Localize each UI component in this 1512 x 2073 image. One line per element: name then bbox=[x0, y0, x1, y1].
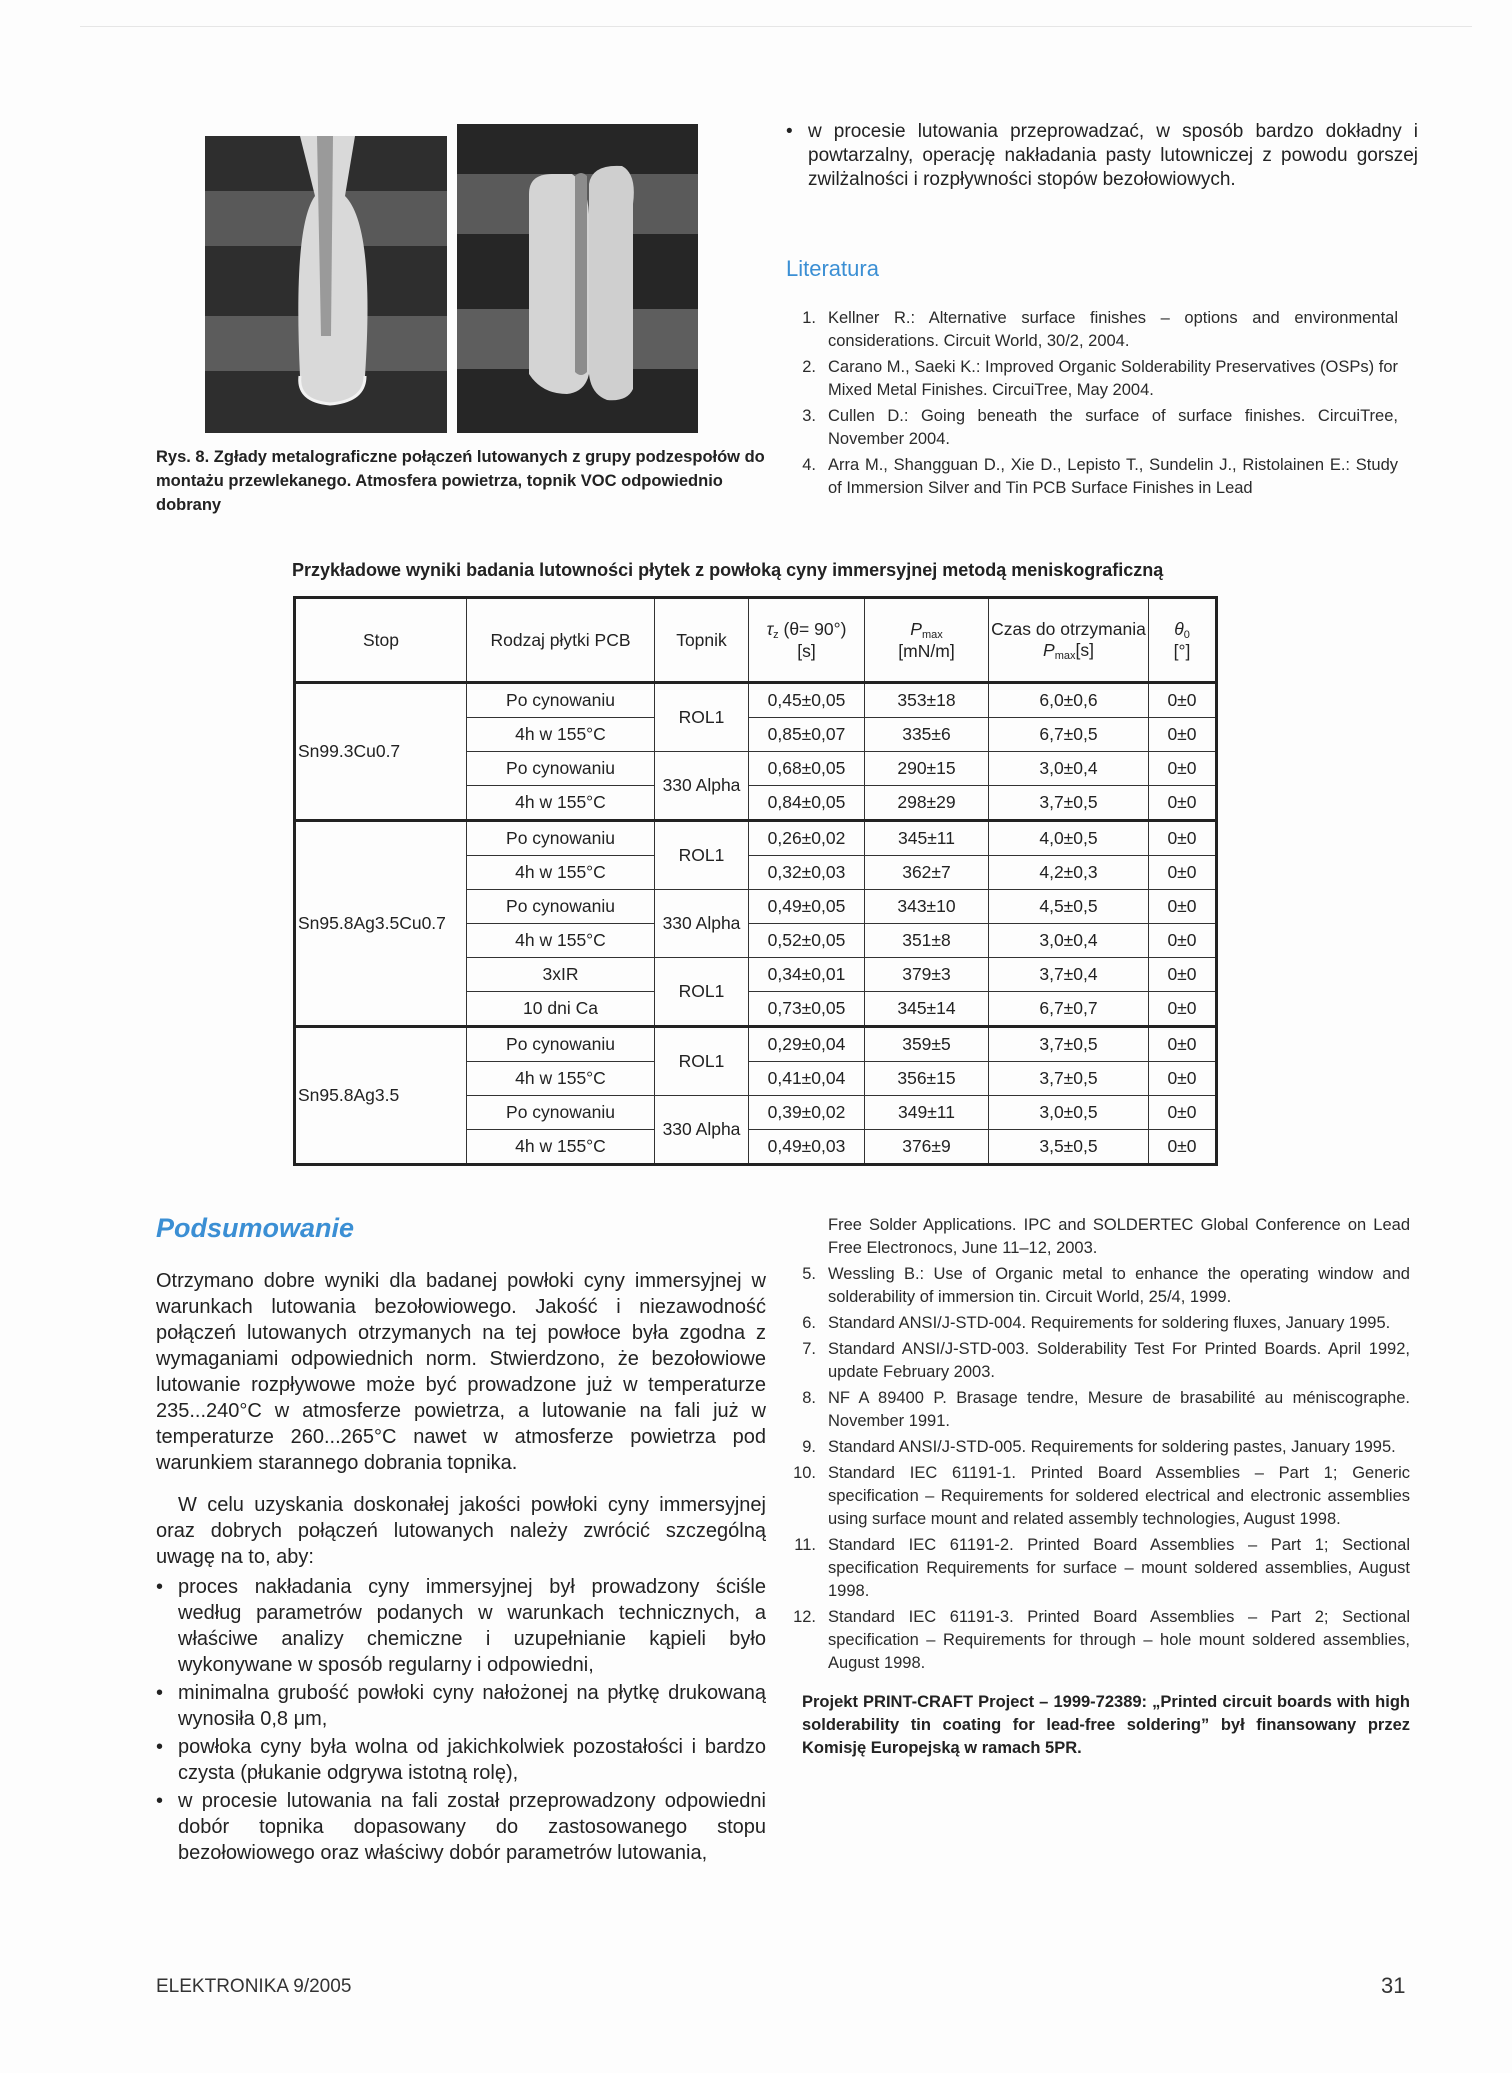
theta-cell: 0±0 bbox=[1149, 992, 1217, 1027]
theta-cell: 0±0 bbox=[1149, 1130, 1217, 1165]
rodzaj-cell: 10 dni Ca bbox=[467, 992, 655, 1027]
table-row bbox=[295, 683, 1217, 718]
czas-cell: 3,7±0,4 bbox=[989, 958, 1149, 992]
pmax-cell: 343±10 bbox=[865, 890, 989, 924]
tz-cell: 0,39±0,02 bbox=[749, 1096, 865, 1130]
czas-cell: 3,0±0,5 bbox=[989, 1096, 1149, 1130]
stop-cell: Sn95.8Ag3.5 bbox=[295, 1027, 467, 1165]
reference-item: 11. Standard IEC 61191-2. Printed Board Assemblies – Part 1; Sectional specification Requirements for surface – mount soldered assemblies, August 1998. bbox=[794, 1536, 1410, 1600]
topnik-cell: ROL1 bbox=[655, 1027, 749, 1096]
czas-cell: 4,2±0,3 bbox=[989, 856, 1149, 890]
pmax-cell: 359±5 bbox=[865, 1027, 989, 1062]
reference-item: 7. Standard ANSI/J-STD-003. Solderability Test For Printed Boards. April 1992, update February 2003. bbox=[802, 1340, 1410, 1381]
rodzaj-cell: 4h w 155°C bbox=[467, 718, 655, 752]
stop-cell: Sn99.3Cu0.7 bbox=[295, 683, 467, 821]
summary-bullet: • powłoka cyny była wolna od jakichkolwiek pozostałości i bardzo czysta (płukanie odgrywa istotną rolę), bbox=[156, 1734, 766, 1786]
tz-cell: 0,49±0,05 bbox=[749, 890, 865, 924]
czas-cell: 6,7±0,5 bbox=[989, 718, 1149, 752]
theta-cell: 0±0 bbox=[1149, 718, 1217, 752]
topnik-cell: ROL1 bbox=[655, 958, 749, 1027]
figure-caption: Rys. 8. Zgłady metalograficzne połączeń lutowanych z grupy podzespołów do montażu przewlekanego. Atmosfera powietrza, topnik VOC odpowiednio dobrany bbox=[156, 448, 765, 514]
theta-cell: 0±0 bbox=[1149, 821, 1217, 856]
header-topnik: Topnik bbox=[655, 598, 749, 683]
rodzaj-cell: Po cynowaniu bbox=[467, 683, 655, 718]
reference-item: 12. Standard IEC 61191-3. Printed Board Assemblies – Part 2; Sectional specification – Requirements for through – hole mount soldered assemblies, August 1998. bbox=[793, 1608, 1410, 1672]
references-list-top bbox=[790, 307, 1398, 503]
project-note: Projekt PRINT-CRAFT Project – 1999-72389: „Printed circuit boards with high solderability tin coating for lead-free soldering” był finansowany przez Komisję Europejską w ramach 5PR. bbox=[802, 1693, 1410, 1757]
top-bullet: • w procesie lutowania przeprowadzać, w sposób bardzo dokładny i powtarzalny, operację nakładania pasty lutowniczej z powodu gorszej zwilżalności i rozpływności stopów bezołowiowych. bbox=[786, 120, 1418, 192]
czas-cell: 4,5±0,5 bbox=[989, 890, 1149, 924]
rodzaj-cell: Po cynowaniu bbox=[467, 821, 655, 856]
stop-cell: Sn95.8Ag3.5Cu0.7 bbox=[295, 821, 467, 1027]
summary-bullet: • w procesie lutowania na fali został przeprowadzony odpowiedni dobór topnika dopasowany do zastosowanego stopu bezołowiowego oraz właściwy dobór parametrów lutowania, bbox=[156, 1788, 766, 1866]
pmax-cell: 335±6 bbox=[865, 718, 989, 752]
header-rodzaj: Rodzaj płytki PCB bbox=[467, 598, 655, 683]
reference-item: 4. Arra M., Shangguan D., Xie D., Lepisto T., Sundelin J., Ristolainen E.: Study of Immersion Silver and Tin PCB Surface Finishes in Lead bbox=[802, 456, 1398, 497]
theta-cell: 0±0 bbox=[1149, 786, 1217, 821]
pmax-cell: 351±8 bbox=[865, 924, 989, 958]
theta-cell: 0±0 bbox=[1149, 856, 1217, 890]
table-header-row bbox=[295, 598, 1217, 683]
summary-bullet: • minimalna grubość powłoki cyny nałożonej na płytkę drukowaną wynosiła 0,8 μm, bbox=[156, 1680, 766, 1732]
header-theta: $\theta_0$ [°] bbox=[1149, 598, 1217, 683]
rodzaj-cell: 4h w 155°C bbox=[467, 924, 655, 958]
tz-cell: 0,29±0,04 bbox=[749, 1027, 865, 1062]
reference-item: 3. Cullen D.: Going beneath the surface of surface finishes. CircuiTree, November 2004. bbox=[802, 407, 1398, 448]
reference-item: 8. NF A 89400 P. Brasage tendre, Mesure de brasabilité au méniscographe. November 1991. bbox=[802, 1389, 1410, 1430]
tz-cell: 0,52±0,05 bbox=[749, 924, 865, 958]
czas-cell: 3,7±0,5 bbox=[989, 1027, 1149, 1062]
theta-cell: 0±0 bbox=[1149, 1096, 1217, 1130]
rodzaj-cell: Po cynowaniu bbox=[467, 1096, 655, 1130]
tz-cell: 0,73±0,05 bbox=[749, 992, 865, 1027]
references-list-bottom bbox=[790, 1214, 1410, 1760]
rodzaj-cell: 4h w 155°C bbox=[467, 1062, 655, 1096]
header-pmax: $P_{max}$ [mN/m] bbox=[865, 598, 989, 683]
rodzaj-cell: Po cynowaniu bbox=[467, 890, 655, 924]
pmax-cell: 356±15 bbox=[865, 1062, 989, 1096]
header-czas: Czas do otrzymania $P_{max}[s]$ bbox=[989, 598, 1149, 683]
rodzaj-cell: Po cynowaniu bbox=[467, 1027, 655, 1062]
czas-cell: 3,7±0,5 bbox=[989, 786, 1149, 821]
rodzaj-cell: 3xIR bbox=[467, 958, 655, 992]
czas-cell: 3,7±0,5 bbox=[989, 1062, 1149, 1096]
metallographic-photo-left bbox=[205, 136, 447, 433]
pmax-cell: 376±9 bbox=[865, 1130, 989, 1165]
reference-item: 9. Standard ANSI/J-STD-005. Requirements for soldering pastes, January 1995. bbox=[802, 1438, 1396, 1456]
czas-cell: 3,0±0,4 bbox=[989, 752, 1149, 786]
czas-cell: 3,5±0,5 bbox=[989, 1130, 1149, 1165]
reference-item: 5. Wessling B.: Use of Organic metal to enhance the operating window and solderability of immersion tin. Circuit World, 25/4, 1999. bbox=[802, 1265, 1410, 1306]
tz-cell: 0,41±0,04 bbox=[749, 1062, 865, 1096]
summary-paragraph: Otrzymano dobre wyniki dla badanej powłoki cyny immersyjnej w warunkach lutowania bezołowiowego. Jakość i niezawodność połączeń lutowanych otrzymanych na tej powłoce była zgodna z wymaganiami odpowiednich norm. Stwierdzono, że bezołowiowe lutowanie rozpływowe może być prowadzone już w temperaturze 235...240°C w atmosferze powietrza, a lutowanie na fali już w temperaturze 260...265°C nawet w atmosferze powietrza pod warunkiem starannego dobrania topnika. bbox=[156, 1270, 766, 1474]
tz-cell: 0,68±0,05 bbox=[749, 752, 865, 786]
summary-paragraph: W celu uzyskania doskonałej jakości powłoki cyny immersyjnej oraz dobrych połączeń lutowanych należy zwrócić szczególną uwagę na to, aby: bbox=[156, 1494, 766, 1568]
pmax-cell: 298±29 bbox=[865, 786, 989, 821]
pmax-cell: 362±7 bbox=[865, 856, 989, 890]
reference-item: 1. Kellner R.: Alternative surface finishes – options and environmental considerations. Circuit World, 30/2, 2004. bbox=[802, 309, 1398, 350]
table-row bbox=[295, 1027, 1217, 1062]
header-tz: $\tau_z$ (θ= 90°) [s] bbox=[749, 598, 865, 683]
podsumowanie-heading: Podsumowanie bbox=[156, 1213, 355, 1243]
pmax-cell: 345±14 bbox=[865, 992, 989, 1027]
reference-item: 10. Standard IEC 61191-1. Printed Board Assemblies – Part 1; Generic specification – Requirements for soldered electrical and electronic assemblies using surface mount and related assembly technologies, August 1998. bbox=[793, 1464, 1410, 1528]
czas-cell: 6,0±0,6 bbox=[989, 683, 1149, 718]
metallographic-photo-right bbox=[457, 124, 698, 433]
tz-cell: 0,34±0,01 bbox=[749, 958, 865, 992]
czas-cell: 6,7±0,7 bbox=[989, 992, 1149, 1027]
rodzaj-cell: Po cynowaniu bbox=[467, 752, 655, 786]
theta-cell: 0±0 bbox=[1149, 683, 1217, 718]
tz-cell: 0,84±0,05 bbox=[749, 786, 865, 821]
table-title: Przykładowe wyniki badania lutowności płytek z powłoką cyny immersyjnej metodą meniskograficzną bbox=[292, 560, 1164, 580]
rodzaj-cell: 4h w 155°C bbox=[467, 856, 655, 890]
topnik-cell: 330 Alpha bbox=[655, 752, 749, 821]
reference-item: 2. Carano M., Saeki K.: Improved Organic Solderability Preservatives (OSPs) for Mixed Metal Finishes. CircuiTree, May 2004. bbox=[802, 358, 1398, 399]
literatura-heading: Literatura bbox=[786, 256, 879, 281]
pmax-cell: 349±11 bbox=[865, 1096, 989, 1130]
topnik-cell: 330 Alpha bbox=[655, 890, 749, 958]
rodzaj-cell: 4h w 155°C bbox=[467, 786, 655, 821]
pmax-cell: 345±11 bbox=[865, 821, 989, 856]
pmax-cell: 353±18 bbox=[865, 683, 989, 718]
pmax-cell: 290±15 bbox=[865, 752, 989, 786]
top-rule bbox=[80, 26, 1472, 27]
tz-cell: 0,45±0,05 bbox=[749, 683, 865, 718]
theta-cell: 0±0 bbox=[1149, 958, 1217, 992]
summary-bullet: • proces nakładania cyny immersyjnej był prowadzony ściśle według parametrów podanych w warunkach technicznych, a właściwe analizy chemiczne i uzupełnianie kąpieli było wykonywane w sposób regularny i odpowiedni, bbox=[156, 1574, 766, 1678]
theta-cell: 0±0 bbox=[1149, 1027, 1217, 1062]
rodzaj-cell: 4h w 155°C bbox=[467, 1130, 655, 1165]
czas-cell: 4,0±0,5 bbox=[989, 821, 1149, 856]
table-row bbox=[295, 821, 1217, 856]
theta-cell: 0±0 bbox=[1149, 752, 1217, 786]
topnik-cell: 330 Alpha bbox=[655, 1096, 749, 1165]
tz-cell: 0,32±0,03 bbox=[749, 856, 865, 890]
topnik-cell: ROL1 bbox=[655, 821, 749, 890]
journal-footer: ELEKTRONIKA 9/2005 bbox=[156, 1976, 352, 1997]
tz-cell: 0,26±0,02 bbox=[749, 821, 865, 856]
reference-item: 6. Standard ANSI/J-STD-004. Requirements for soldering fluxes, January 1995. bbox=[802, 1314, 1391, 1332]
results-table bbox=[293, 596, 1218, 1166]
header-stop: Stop bbox=[295, 598, 467, 683]
theta-cell: 0±0 bbox=[1149, 924, 1217, 958]
tz-cell: 0,49±0,03 bbox=[749, 1130, 865, 1165]
reference-continuation: Free Solder Applications. IPC and SOLDERTEC Global Conference on Lead Free Electronocs, June 11–12, 2003. bbox=[828, 1216, 1410, 1257]
page-number: 31 bbox=[1381, 1973, 1406, 1998]
pmax-cell: 379±3 bbox=[865, 958, 989, 992]
czas-cell: 3,0±0,4 bbox=[989, 924, 1149, 958]
tz-cell: 0,85±0,07 bbox=[749, 718, 865, 752]
theta-cell: 0±0 bbox=[1149, 1062, 1217, 1096]
podsumowanie-body bbox=[156, 1268, 766, 1868]
theta-cell: 0±0 bbox=[1149, 890, 1217, 924]
topnik-cell: ROL1 bbox=[655, 683, 749, 752]
